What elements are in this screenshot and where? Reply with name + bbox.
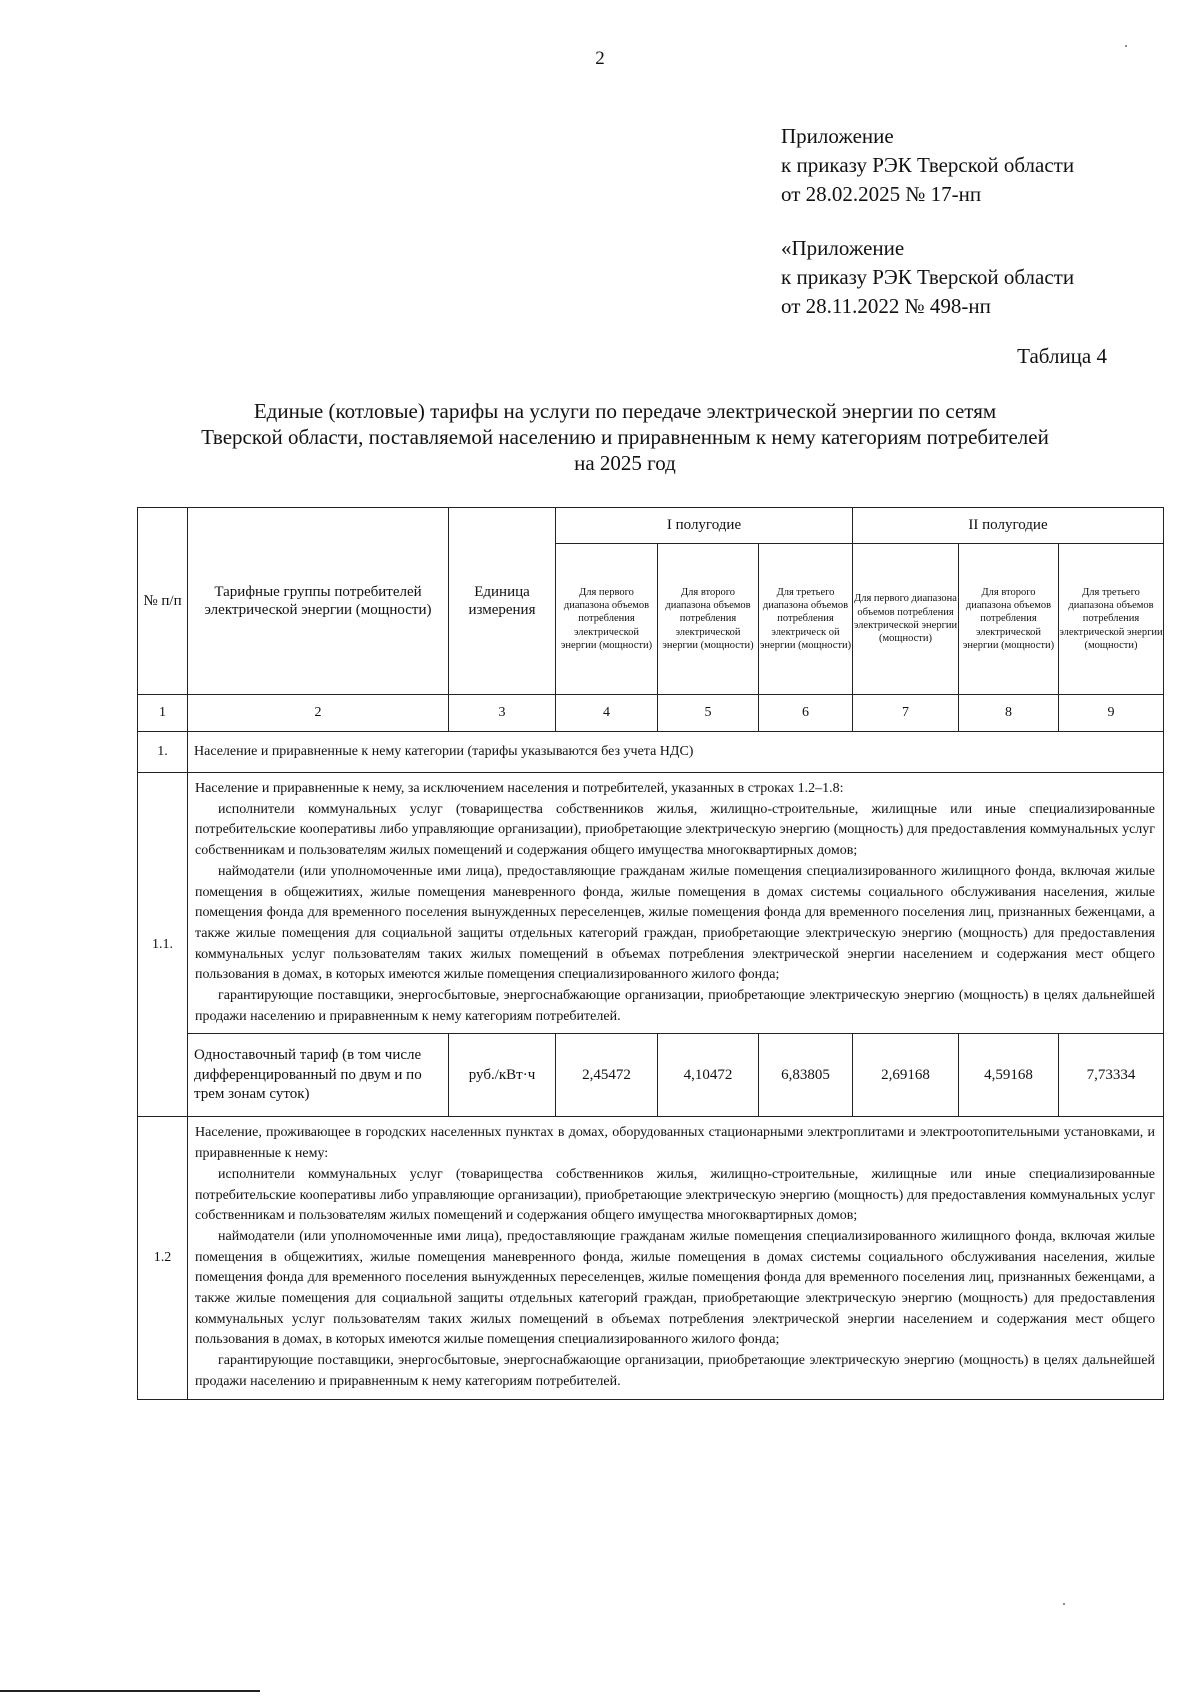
column-number: 2 xyxy=(188,695,449,732)
appendix-current-line3: от 28.02.2025 № 17-нп xyxy=(781,182,982,206)
tariff-value-h1-range1: 2,45472 xyxy=(556,1034,658,1117)
appendix-original xyxy=(781,234,1074,321)
header-sub-h1-range2: Для второго диапазона объемов потребления электрической энергии (мощности) xyxy=(658,544,759,695)
row-1-2-text xyxy=(188,1117,1164,1399)
row-1-1-description xyxy=(138,773,1164,1034)
row-1-1-num: 1.1. xyxy=(138,773,188,1117)
header-sub-h1-range3: Для третьего диапазона объемов потребления электрическ ой энергии (мощности) xyxy=(759,544,853,695)
row-1-2-num: 1.2 xyxy=(138,1117,188,1399)
appendix-original-line1: «Приложение xyxy=(781,236,905,260)
appendix-original-line3: от 28.11.2022 № 498-нп xyxy=(781,294,991,318)
section-1-text: Население и приравненные к нему категории (тарифы указываются без учета НДС) xyxy=(188,732,1164,773)
scan-speck xyxy=(1125,45,1127,47)
tariff-value-h1-range3: 6,83805 xyxy=(759,1034,853,1117)
title-line2: Тверской области, поставляемой населению и приравненным к нему категориям потребителей xyxy=(201,425,1049,449)
table-label: Таблица 4 xyxy=(1017,344,1107,368)
tariff-value-h2-range3: 7,73334 xyxy=(1059,1034,1164,1117)
header-sub-h2-range1: Для первого диапазона объемов потребления электрической энергии (мощности) xyxy=(853,544,959,695)
column-number: 6 xyxy=(759,695,853,732)
section-1-row xyxy=(138,732,1164,773)
scan-speck xyxy=(1063,1603,1065,1605)
header-num: № п/п xyxy=(138,508,188,695)
page-number: 2 xyxy=(595,48,605,69)
row-1-1-para4: гарантирующие поставщики, энергосбытовые, энергоснабжающие организации, приобретающие электрическую энергию (мощность) в целях дальнейшей продажи населению и приравненным к нему категориям потребителей. xyxy=(195,988,1156,1024)
row-1-2-description xyxy=(138,1117,1164,1399)
header-unit: Единица измерения xyxy=(449,508,556,695)
appendix-current-line2: к приказу РЭК Тверской области xyxy=(781,153,1075,177)
row-1-1-text xyxy=(188,773,1164,1034)
header-half2: II полугодие xyxy=(853,508,1164,544)
column-number: 1 xyxy=(138,695,188,732)
tariff-unit: руб./кВт·ч xyxy=(449,1034,556,1117)
row-1-1-para3: наймодатели (или уполномоченные ими лица), предоставляющие гражданам жилые помещения специализированного жилищного фонда, включая жилые помещения в общежитиях, жилые помещения маневренного фонда, жилые помещения в домах системы социального обслуживания населения, жилые помещения фонда для временного поселения вынужденных переселенцев, жилые помещения фонда для временного поселения лиц, признанных беженцами, а также жилые помещения для социальной защиты отдельных категорий граждан, приобретающие электрическую энергию (мощность) для предоставления коммунальных услуг пользователям таких жилых помещений в объемах потребления электрической энергии населением и содержания мест общего пользования в домах, в которых имеются жилые помещения специализированного жилого фонда; xyxy=(195,863,1156,983)
header-half1: I полугодие xyxy=(556,508,853,544)
row-1-2-para1: Население, проживающее в городских населенных пунктах в домах, оборудованных стационарными электроплитами и электроотопительными установками, и приравненные к нему: xyxy=(195,1125,1156,1162)
column-number: 3 xyxy=(449,695,556,732)
footer-rule xyxy=(0,1690,260,1692)
tariff-table xyxy=(137,507,1164,1400)
tariff-value-h2-range2: 4,59168 xyxy=(959,1034,1059,1117)
row-1-2-para3: наймодатели (или уполномоченные ими лица), предоставляющие гражданам жилые помещения специализированного жилищного фонда, включая жилые помещения в общежитиях, жилые помещения маневренного фонда, жилые помещения в домах системы социального обслуживания населения, жилые помещения фонда для временного поселения вынужденных переселенцев, жилые помещения фонда для временного поселения лиц, признанных беженцами, а также жилые помещения для социальной защиты отдельных категорий граждан, приобретающие электрическую энергию (мощность) для предоставления коммунальных услуг пользователям таких жилых помещений в объемах потребления электрической энергии населением и содержания мест общего пользования в домах, в которых имеются жилые помещения специализированного жилого фонда; xyxy=(195,1228,1156,1348)
appendix-current xyxy=(781,122,1074,209)
title-line3: на 2025 год xyxy=(574,451,676,475)
row-1-1-para1: Население и приравненные к нему, за исключением населения и потребителей, указанных в строках 1.2–1.8: xyxy=(195,781,844,796)
row-1-2-para4: гарантирующие поставщики, энергосбытовые, энергоснабжающие организации, приобретающие электрическую энергию (мощность) в целях дальнейшей продажи населению и приравненным к нему категориям потребителей. xyxy=(195,1353,1156,1389)
column-number: 8 xyxy=(959,695,1059,732)
document-title xyxy=(130,398,1120,476)
header-sub-h2-range2: Для второго диапазона объемов потребления электрической энергии (мощности) xyxy=(959,544,1059,695)
appendix-original-line2: к приказу РЭК Тверской области xyxy=(781,265,1075,289)
column-number: 7 xyxy=(853,695,959,732)
header-sub-h2-range3: Для третьего диапазона объемов потребления электрической энергии (мощности) xyxy=(1059,544,1164,695)
header-group: Тарифные группы потребителей электрической энергии (мощности) xyxy=(188,508,449,695)
column-number: 9 xyxy=(1059,695,1164,732)
row-1-2-para2: исполнители коммунальных услуг (товарищества собственников жилья, жилищно-строительные, жилищные или иные специализированные потребительские кооперативы либо управляющие организации), приобретающие электрическую энергию (мощность) для предоставления коммунальных услуг собственникам и пользователям жилых помещений и содержания общего имущества многоквартирных домов; xyxy=(195,1166,1156,1224)
row-1-1-tariff xyxy=(138,1034,1164,1117)
column-number-row xyxy=(138,695,1164,732)
column-number: 4 xyxy=(556,695,658,732)
section-1-num: 1. xyxy=(138,732,188,773)
row-1-1-para2: исполнители коммунальных услуг (товарищества собственников жилья, жилищно-строительные, жилищные или иные специализированные потребительские кооперативы либо управляющие организации), приобретающие электрическую энергию (мощность) для предоставления коммунальных услуг собственникам и пользователям жилых помещений и содержания общего имущества многоквартирных домов; xyxy=(195,801,1156,859)
tariff-value-h1-range2: 4,10472 xyxy=(658,1034,759,1117)
title-line1: Единые (котловые) тарифы на услуги по передаче электрической энергии по сетям xyxy=(253,399,997,423)
column-number: 5 xyxy=(658,695,759,732)
tariff-name: Одноставочный тариф (в том числе дифференцированный по двум и по трем зонам суток) xyxy=(188,1034,449,1117)
tariff-value-h2-range1: 2,69168 xyxy=(853,1034,959,1117)
header-sub-h1-range1: Для первого диапазона объемов потребления электрической энергии (мощности) xyxy=(556,544,658,695)
appendix-current-line1: Приложение xyxy=(781,124,894,148)
